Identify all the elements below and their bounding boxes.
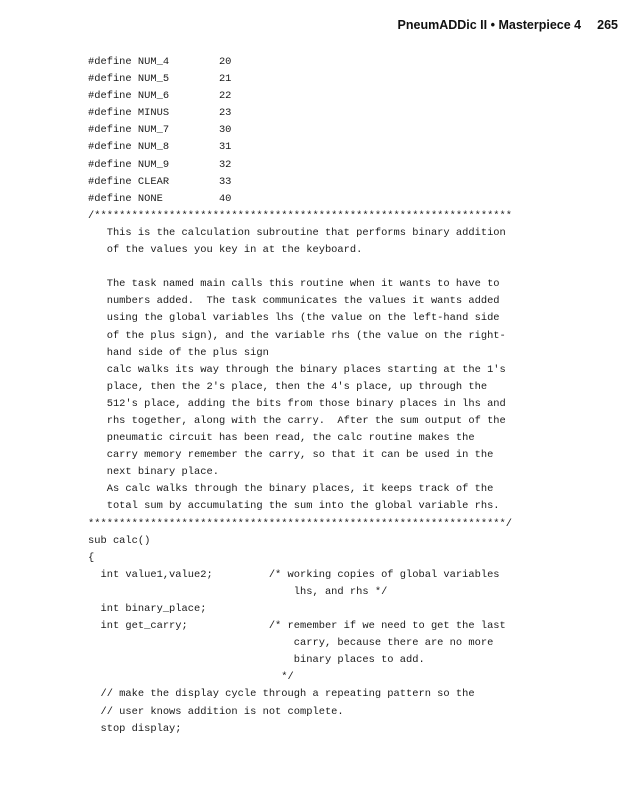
code-line: #define NONE 40 — [88, 192, 232, 205]
code-line: lhs, and rhs */ — [88, 585, 388, 598]
code-line: int value1,value2; /* working copies of global variables — [88, 568, 500, 581]
code-line: calc walks its way through the binary places starting at the 1's — [88, 363, 506, 376]
code-line: #define NUM_9 32 — [88, 158, 232, 171]
code-line: carry memory remember the carry, so that it can be used in the — [88, 449, 494, 462]
code-line: of the plus sign), and the variable rhs (the value on the right- — [88, 329, 506, 342]
code-line: /******************************************************************* — [88, 209, 513, 222]
page-number: 265 — [597, 18, 618, 32]
code-line: { — [88, 551, 95, 564]
code-line: stop display; — [88, 722, 182, 735]
code-line: rhs together, along with the carry. After the sum output of the — [88, 414, 506, 427]
code-line: #define NUM_8 31 — [88, 141, 232, 154]
code-line: sub calc() — [88, 534, 151, 547]
code-line: // user knows addition is not complete. — [88, 705, 344, 718]
code-line: This is the calculation subroutine that performs binary addition — [88, 226, 506, 239]
code-line: #define NUM_7 30 — [88, 124, 232, 137]
code-listing — [88, 54, 628, 738]
code-line: *******************************************************************/ — [88, 517, 513, 530]
code-line: int binary_place; — [88, 603, 207, 615]
code-line: numbers added. The task communicates the values it wants added — [88, 295, 500, 308]
code-line: using the global variables lhs (the value on the left-hand side — [88, 312, 500, 325]
code-line: 512's place, adding the bits from those binary places in lhs and — [88, 397, 506, 410]
code-line: */ — [88, 671, 294, 684]
code-line: of the values you key in at the keyboard. — [88, 244, 363, 257]
code-line: #define CLEAR 33 — [88, 175, 232, 188]
code-line: The task named main calls this routine when it wants to have to — [88, 278, 500, 291]
code-line: place, then the 2's place, then the 4's place, up through the — [88, 380, 488, 393]
code-line — [88, 259, 628, 276]
code-line: #define NUM_6 22 — [88, 90, 232, 103]
code-line: carry, because there are no more — [88, 637, 494, 650]
running-header — [398, 18, 618, 32]
code-line: As calc walks through the binary places, it keeps track of the — [88, 483, 494, 496]
code-line: next binary place. — [88, 466, 219, 479]
header-title: PneumADDic II • Masterpiece 4 — [397, 18, 582, 32]
code-line: #define MINUS 23 — [88, 107, 232, 120]
code-line: binary places to add. — [88, 654, 425, 667]
code-line: // make the display cycle through a repeating pattern so the — [88, 688, 475, 701]
code-line: #define NUM_5 21 — [88, 73, 232, 86]
code-line: #define NUM_4 20 — [88, 56, 232, 68]
code-line: hand side of the plus sign — [88, 346, 269, 359]
code-line: pneumatic circuit has been read, the calc routine makes the — [88, 432, 475, 445]
code-line: int get_carry; /* remember if we need to get the last — [88, 620, 506, 633]
code-line: total sum by accumulating the sum into the global variable rhs. — [88, 500, 500, 513]
